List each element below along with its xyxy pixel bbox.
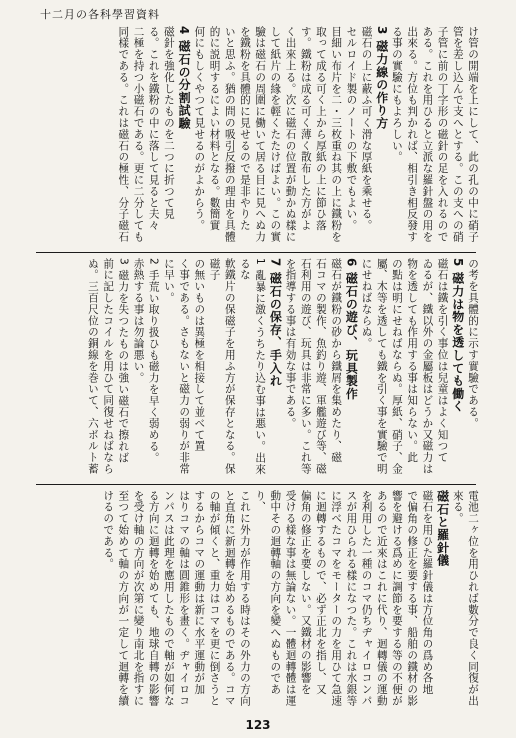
text-column: スが用ひられる樣になつた。これは水銀等 xyxy=(345,490,358,707)
text-column: の軸が傾くと、重力はコマを更に倒さうと xyxy=(208,490,221,707)
text-column: いと思ふ。猶の問の吸引反撥の理由を具體 xyxy=(223,26,236,243)
text-column: 偏角の修正を要しない。又鐵材の影響を xyxy=(299,490,312,696)
text-column: 同樣である。これは磁石の極性、分子磁石 xyxy=(117,26,130,243)
text-block-upper xyxy=(40,26,480,248)
text-column: 赤熱する事は勿論悪い。 xyxy=(132,258,145,384)
text-column: の考を具體的に示す實驗である。 xyxy=(467,258,479,429)
text-column: に迴轉するもので、必ず正北を指し、又 xyxy=(314,490,327,696)
text-column: 管を差し込んで支へとする。この支への硝 xyxy=(451,26,464,243)
text-column: ンパスは此理を應用したもので軸が如何な xyxy=(162,490,175,707)
text-column: を利用した一種のコマ仍ちヂャイロコンパ xyxy=(360,490,373,707)
text-column: けるのである。 xyxy=(102,490,115,570)
text-column: 磁針を強化したものを二つに折つて見 xyxy=(162,26,175,220)
text-column: にせねばならぬ。 xyxy=(360,258,373,350)
text-column: 動中その迴轉軸の方向を變へぬものであり、 xyxy=(254,490,282,696)
text-column: 來る。 xyxy=(451,490,464,525)
text-column: ある。これを用ひると立派な羅針盤の用を xyxy=(421,26,434,243)
text-column: を鐵粉を具體的に見せるので是非やりた xyxy=(238,26,251,232)
text-column: 的に説明するによい材料となる。數簡實 xyxy=(208,26,221,232)
section-heading: 7 磁石の保存、手入れ xyxy=(268,258,283,388)
text-column: の點は明にせねばならぬ。厚紙、硝子、金 xyxy=(390,258,403,475)
text-column: る。これを鐵粉の中に落して見ると夫々 xyxy=(147,26,160,232)
text-column: 二極を持つ小磁石である。更に二分しても xyxy=(132,26,145,243)
section-heading: 5 磁力は物を透しても働く xyxy=(450,258,465,413)
text-column: 子管に前の丁字形の磁針の足を入れるので xyxy=(436,26,449,243)
section-heading: 磁石と羅針儀 xyxy=(435,490,450,567)
text-column: 取って成る可く上から厚紙の上に節ひ落 xyxy=(314,26,327,232)
text-column: る事の實驗にもよろしい。 xyxy=(390,26,403,163)
text-column: 驗は磁石の周圍に働いて居る目に見へぬ力 xyxy=(254,26,267,243)
text-column: 目細い布片を二・三枚重ね其の上に鐵粉を xyxy=(330,26,343,243)
text-column: するからコマの運動は新に水平運動が加 xyxy=(193,490,206,696)
text-column: に浮べたコマをモーターの力を用ひて急速 xyxy=(330,490,343,707)
text-column: セルロイド製のノートの下敷でもよい。 xyxy=(345,26,358,232)
section-heading: 4 磁石の分割試驗 xyxy=(177,26,192,130)
text-column: 屬、木等を透しても鐵を引く事を實驗で明 xyxy=(375,258,388,475)
text-column: 至つて始めて軸の方向が一定して迴轉を續 xyxy=(117,490,130,707)
text-block-middle xyxy=(40,258,480,480)
page-number: 123 xyxy=(245,718,271,732)
section-divider xyxy=(36,484,476,485)
text-column: を指導する事は有効な事である。 xyxy=(284,258,297,429)
text-column: 磁石が鐵粉の砂から鐵屑を集めたり、磁 xyxy=(330,258,343,464)
text-column: 何にもしくやつて見せるのがよからう。 xyxy=(193,26,206,232)
text-column: これに外力が作用する時はその外力の方向 xyxy=(238,490,251,707)
page-header: 十二月の各科學習資料 xyxy=(40,8,160,21)
text-block-lower xyxy=(40,490,480,712)
text-column: す。鐵粉は成る可く薄く散布した方がよ xyxy=(299,26,312,232)
section-heading: 6 磁石の遊び、玩具製作 xyxy=(344,258,359,401)
text-column: 軟鐵片の保磁子を用ふ方が保存となる。保磁子 xyxy=(208,258,236,475)
text-column: く事である。さもないと磁力の弱りが非常 xyxy=(178,258,191,475)
text-column: を受け軸の方向が次第に變り南北を指すに xyxy=(132,490,145,707)
text-column: 石利用の遊び、玩具は非常に多い。これ等 xyxy=(299,258,312,475)
text-column: 磁石は鐵を引く事位は兒童はよく知つて xyxy=(436,258,449,464)
text-column: に早い。 xyxy=(162,258,175,304)
text-column: 3 磁力を失つたものは強い磁石で擦れば xyxy=(117,258,130,464)
text-column: 磁石を用ひた羅針儀は方位角の爲め各地 xyxy=(421,490,434,696)
text-column: して紙片の緣を輕くたたけばよい。この實 xyxy=(269,26,282,243)
text-column: 電池二ヶ位を用ひれば數分で良く同復が出 xyxy=(467,490,479,707)
text-column: 石コマの製作、魚釣り遊、軍艦遊び等、磁 xyxy=(314,258,327,475)
text-column: け管の開端を上にして、此の孔の中に硝子 xyxy=(467,26,479,243)
text-column: で偏角の修正を要する事、船舶の鐵材の影 xyxy=(406,490,419,707)
text-column: く出來上る。次に磁石の位置が動かぬ樣に xyxy=(284,26,297,243)
text-column: 出來る。方位も判かれば、相引き相反發す xyxy=(406,26,419,243)
text-column: 2 手荒い取り扱ひも磁力を早く弱める。 xyxy=(147,258,160,464)
text-column: 物を透しても作用する事は知らない。此 xyxy=(406,258,419,464)
section-heading: 3 磁力線の作り方 xyxy=(374,26,389,130)
text-column: あるので近來はこれに代り、迴轉儀の運動 xyxy=(375,490,388,707)
text-column: 1 亂暴に激くうちたり込む事は悪い。出來るな xyxy=(238,258,267,475)
text-column: ゐるが、鐵以外の金屬板はどうか又磁力は xyxy=(421,258,434,475)
text-column: 磁石の上に蔽ふ可く滑な厚紙を乘せる。 xyxy=(360,26,373,232)
text-column: 前に記したコイルを用ひて同復せねばなら xyxy=(102,258,115,475)
text-column: と直角に新迴轉を始めるものである。コマ xyxy=(223,490,236,707)
text-column: の無いものは異極を相接して並べて置 xyxy=(193,258,206,452)
text-column: 受ける樣な事は無論ない。一體迴轉體は運 xyxy=(284,490,297,707)
section-divider xyxy=(36,252,476,253)
text-column: はりコマの軸は圓錐形を畫く。ヂャイロコ xyxy=(178,490,191,707)
text-column: る方向に迴轉を始めても、地球自轉の影響 xyxy=(147,490,160,707)
text-column: 響を避ける爲めに調節を要する等の不便が xyxy=(390,490,403,707)
text-column: ぬ。三百尺位の銅線を巻いて、六ボルト蓄 xyxy=(86,258,99,475)
